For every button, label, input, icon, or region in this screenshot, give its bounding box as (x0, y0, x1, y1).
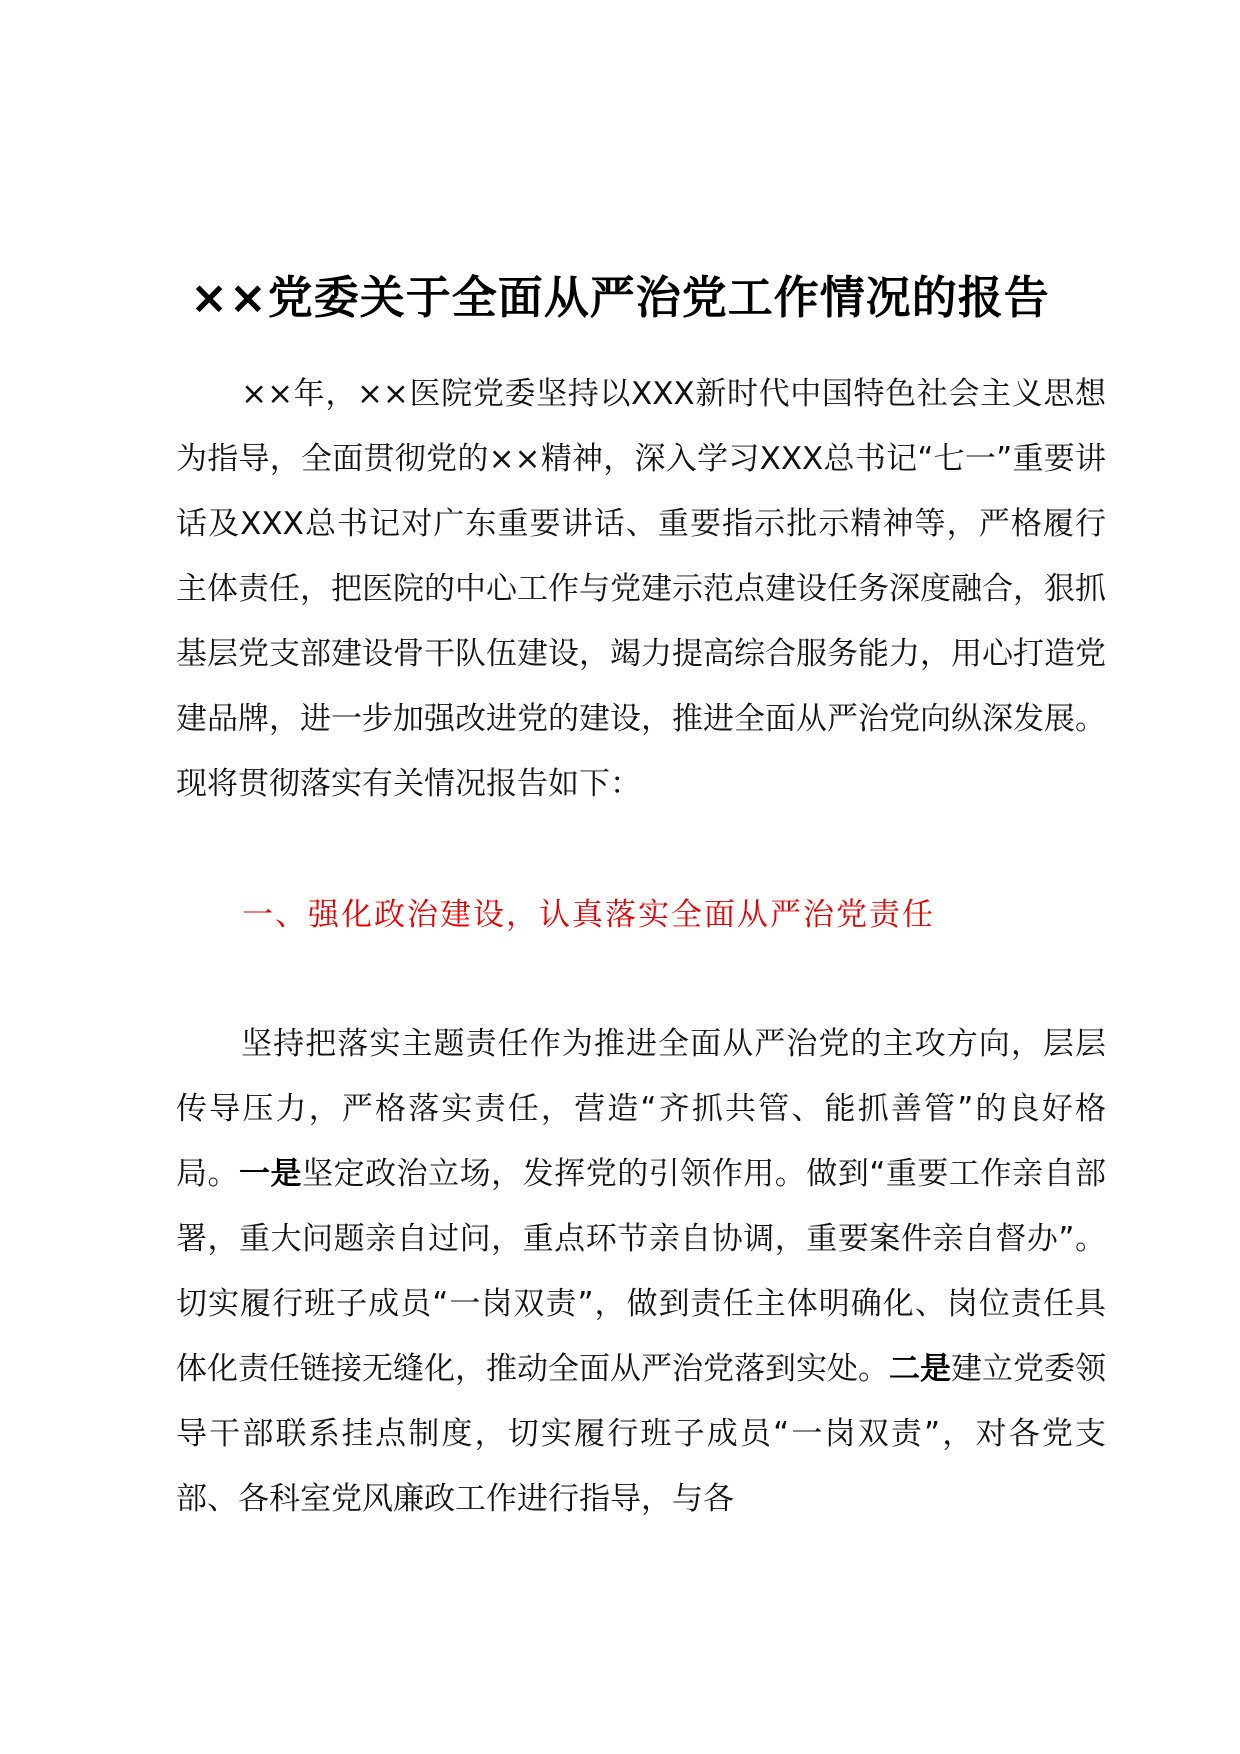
paragraph-section-1-text-1: 坚定政治立场，发挥党的引领作用。做到“重要工作亲自部署，重大问题亲自过问，重点环节亲自协调，重要案件亲自督办”。切实履行班子成员“一岗双责”，做到责任主体明确化、岗位责任具体化责任链接无缝化，推动全面从严治党落到实处。 (176, 1156, 1106, 1387)
paragraph-section-1-intro: 坚持把落实主题责任作为推进全面从严治党的主攻方向，层层传导压力，严格落实责任，营造“齐抓共管、能抓善管”的良好格局。 (176, 1026, 1106, 1192)
document-title: ××党委关于全面从严治党工作情况的报告 (190, 271, 1050, 324)
paragraph-intro: ××年，××医院党委坚持以XXX新时代中国特色社会主义思想为指导，全面贯彻党的××精神，深入学习XXX总书记“七一”重要讲话及XXX总书记对广东重要讲话、重要指示批示精神等，严格履行主体责任，把医院的中心工作与党建示范点建设任务深度融合，狠抓基层党支部建设骨干队伍建设，竭力提高综合服务能力，用心打造党建品牌，进一步加强改进党的建设，推进全面从严治党向纵深发展。现将贯彻落实有关情况报告如下： (176, 376, 1106, 802)
paragraph-section-1-text-2: 建立党委领导干部联系挂点制度，切实履行班子成员“一岗双责”，对各党支部、各科室党风廉政工作进行指导，与各 (176, 1351, 1106, 1517)
lead-phrase-2: 二是 (889, 1351, 951, 1387)
lead-phrase-1: 一是 (239, 1156, 303, 1192)
section-heading-1: 一、强化政治建设，认真落实全面从严治党责任 (242, 897, 935, 933)
paragraph-section-1 (176, 1012, 1106, 1532)
